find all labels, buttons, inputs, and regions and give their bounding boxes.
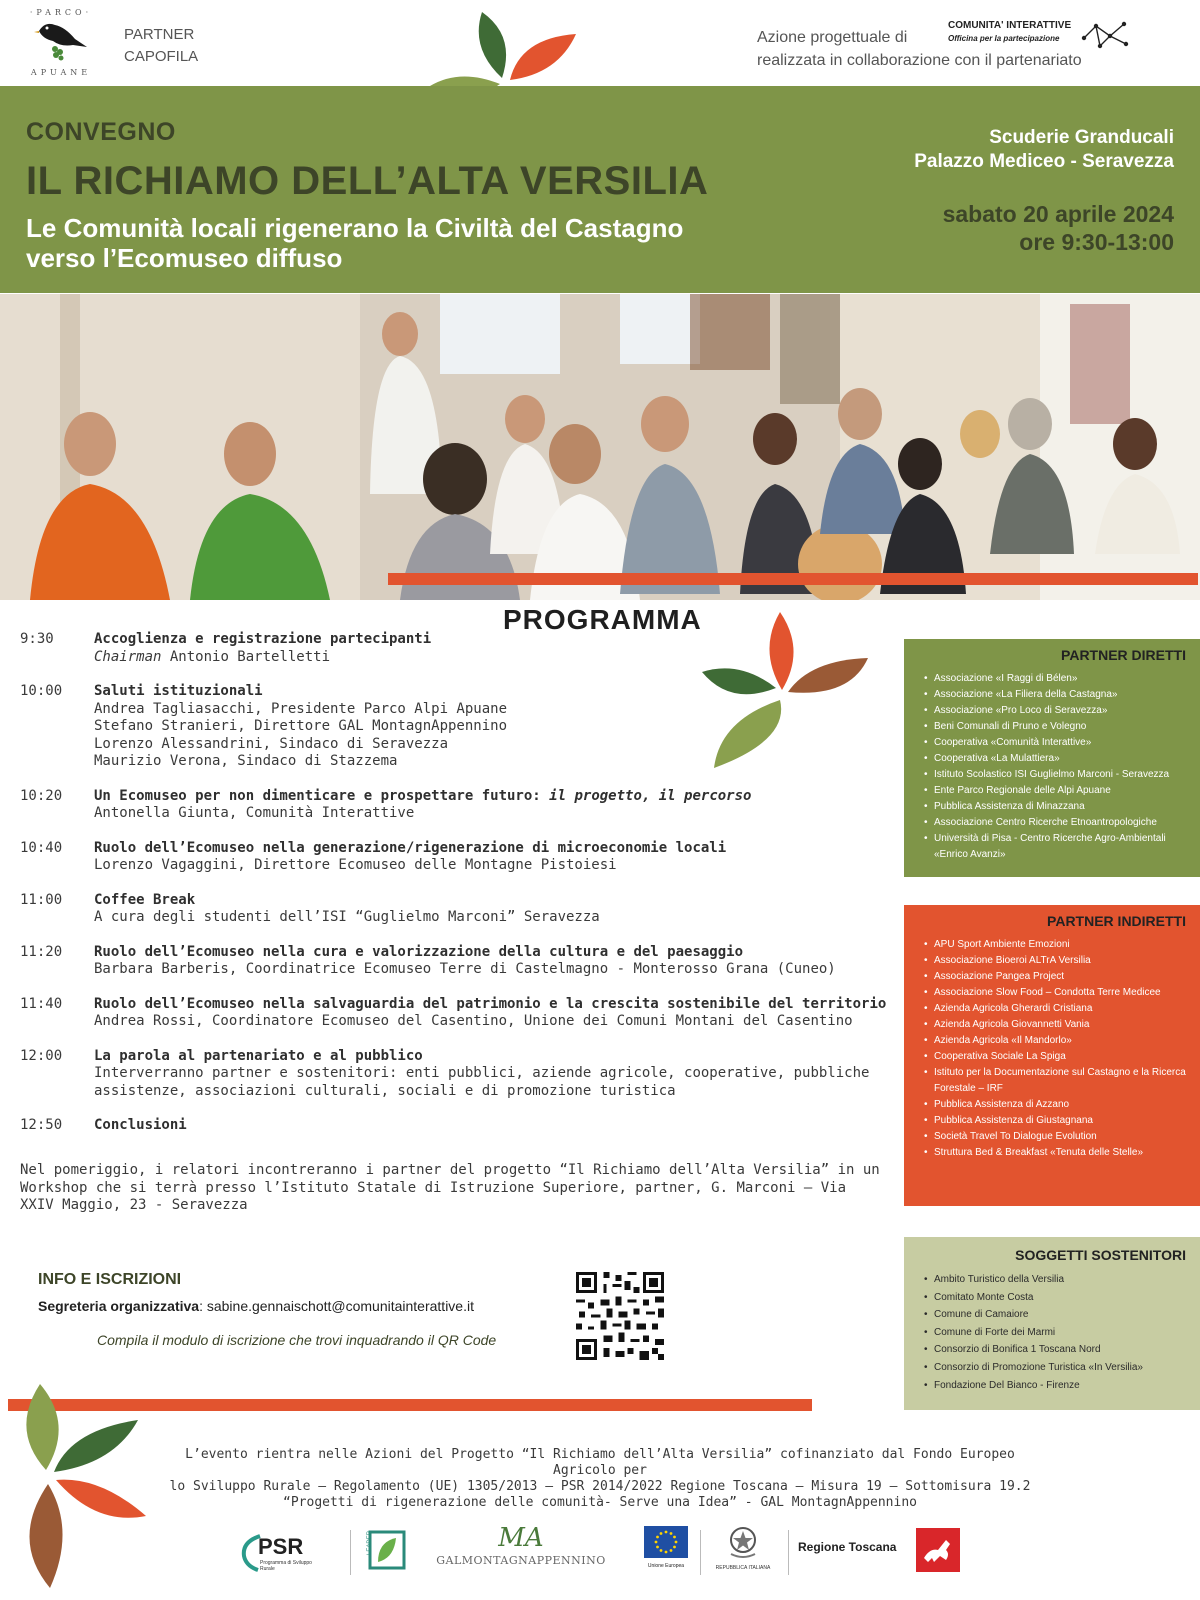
list-item: • Fondazione Del Bianco - Firenze — [924, 1377, 1192, 1395]
gal-mark-text: MA — [498, 1523, 544, 1553]
program-speaker: Lorenzo Vagaggini, Direttore Ecomuseo delle Montagne Pistoiesi — [94, 857, 617, 873]
list-item: • Istituto Scolastico ISI Guglielmo Marconi - Seravezza — [924, 767, 1192, 783]
regione-toscana-text: Regione Toscana — [798, 1540, 897, 1554]
program-speaker: Lorenzo Alessandrini, Sindaco di Seravezza — [94, 735, 449, 752]
program-time: 10:20 — [20, 787, 63, 804]
list-item: • APU Sport Ambiente Emozioni — [924, 937, 1192, 953]
partner-diretti-box — [904, 639, 1200, 877]
soggetti-sostenitori-box — [904, 1237, 1200, 1410]
ci-logo-tagline: Officina per la partecipazione — [948, 34, 1060, 43]
program-item — [20, 996, 900, 1031]
funding-line2: lo Sviluppo Rurale – Regolamento (UE) 1305/2013 – PSR 2014/2022 Regione Toscana – Misura 19 – Sottomisura 19.2 — [169, 1479, 1031, 1494]
event-photo — [0, 294, 1200, 600]
list-item: • Comune di Forte dei Marmi — [924, 1324, 1192, 1342]
parco-alpi-apuane-logo — [22, 8, 100, 82]
program-speaker: Maurizio Verona, Sindaco di Stazzema — [94, 753, 398, 769]
list-item: • Società Travel To Dialogue Evolution — [924, 1129, 1192, 1145]
list-item: • Consorzio di Promozione Turistica «In Versilia» — [924, 1359, 1192, 1377]
program-time: 12:50 — [20, 1117, 63, 1133]
list-item: • Associazione Slow Food – Condotta Terre Medicee — [924, 985, 1192, 1001]
list-item: • Cooperativa Sociale La Spiga — [924, 1049, 1192, 1065]
audience-photo-illustration — [0, 294, 1200, 600]
program-time: 12:00 — [20, 1047, 63, 1064]
regione-toscana-pegasus-icon — [916, 1528, 960, 1572]
program-title: Ruolo dell’Ecomuseo nella salvaguardia del patrimonio e la crescita sostenibile del territorio — [94, 995, 887, 1012]
italian-emblem-icon — [727, 1524, 759, 1560]
event-time: ore 9:30-13:00 — [1019, 229, 1174, 255]
partner-diretti-list — [904, 671, 1200, 863]
program-item — [20, 944, 900, 979]
program-title: Saluti istituzionali — [94, 683, 263, 699]
list-item: • Azienda Agricola Giovannetti Vania — [924, 1017, 1192, 1033]
gal-logo-text: GALMONTAGNAPPENNINO — [436, 1554, 606, 1567]
program-time: 9:30 — [20, 631, 54, 647]
psr-logo-subtext: Programma di Sviluppo Rurale — [260, 1560, 312, 1572]
info-heading: INFO E ISCRIZIONI — [38, 1271, 182, 1288]
program-title-italic: il progetto, il percorso — [549, 787, 752, 804]
program-time: 10:00 — [20, 683, 63, 699]
program-speaker: Andrea Tagliasacchi, Presidente Parco Alpi Apuane — [94, 700, 508, 717]
list-item: • Associazione Bioeroi ALTrA Versilia — [924, 953, 1192, 969]
list-item: • Università di Pisa - Centro Ricerche Agro-Ambientali «Enrico Avanzi» — [924, 831, 1192, 863]
partner-indiretti-list — [904, 937, 1200, 1161]
event-title: IL RICHIAMO DELL’ALTA VERSILIA — [26, 159, 709, 203]
event-date: sabato 20 aprile 2024 — [942, 201, 1174, 227]
partner-capofila-line1: PARTNER — [124, 26, 195, 43]
parco-logo-top-text: ·PARCO· — [29, 8, 93, 17]
venue-line2: Palazzo Mediceo - Seravezza — [914, 151, 1174, 172]
program-time: 11:00 — [20, 891, 63, 908]
list-item: • Pubblica Assistenza di Azzano — [924, 1097, 1192, 1113]
subtitle-line1: Le Comunità locali rigenerano la Civiltà del Castagno — [26, 213, 684, 243]
repubblica-logo-text: REPUBBLICA ITALIANA — [715, 1565, 771, 1571]
list-item: • Ambito Turistico della Versilia — [924, 1271, 1192, 1289]
list-item: • Azienda Agricola Gherardi Cristiana — [924, 1001, 1192, 1017]
program-speaker: A cura degli studenti dell’ISI “Guglielmo Marconi” Seravezza — [94, 909, 600, 925]
network-icon — [1080, 18, 1130, 50]
program-speaker: Antonio Bartelletti — [169, 648, 331, 665]
afternoon-workshop-note: Nel pomeriggio, i relatori incontreranno i partner del progetto “Il Richiamo dell’Alta Versilia” in un Workshop che si terrà presso l’Istituto Statale di Istruzione Superiore, partner, G. Marconi – Via XXIV Maggio, 23 - Seravezza — [20, 1162, 880, 1213]
program-item — [20, 892, 900, 927]
list-item: • Comune di Camaiore — [924, 1306, 1192, 1324]
sponsor-logos-row — [230, 1520, 970, 1590]
program-item — [20, 840, 900, 875]
program-time: 11:40 — [20, 995, 63, 1012]
program-time: 10:40 — [20, 839, 63, 856]
program-title: Accoglienza e registrazione partecipanti — [94, 631, 432, 647]
list-item: • Associazione «I Raggi di Bélen» — [924, 671, 1192, 687]
program-item — [20, 683, 900, 771]
program-speaker: Interverranno partner e sostenitori: enti pubblici, aziende agricole, cooperative, pubbliche — [94, 1065, 870, 1081]
list-item: • Associazione «La Filiera della Castagna» — [924, 687, 1192, 703]
parco-logo-bottom-text: APUANE — [30, 68, 92, 77]
list-item: • Cooperativa «Comunità Interattive» — [924, 735, 1192, 751]
program-time: 11:20 — [20, 943, 63, 960]
program-speaker: Barbara Barberis, Coordinatrice Ecomuseo Terre di Castelmagno - Monterosso Grana (Cuneo) — [94, 961, 836, 977]
program-title: La parola al partenariato e al pubblico — [94, 1047, 423, 1064]
convegno-label: CONVEGNO — [26, 118, 176, 146]
list-item: • Consorzio di Bonifica 1 Toscana Nord — [924, 1341, 1192, 1359]
program-item — [20, 1117, 900, 1135]
program-item — [20, 631, 900, 666]
list-item: • Pubblica Assistenza di Minazzana — [924, 799, 1192, 815]
list-item: • Ente Parco Regionale delle Alpi Apuane — [924, 783, 1192, 799]
partner-capofila-label — [124, 24, 198, 68]
bird-icon — [31, 17, 91, 63]
event-datetime — [943, 200, 1174, 256]
list-item: • Associazione «Pro Loco di Seravezza» — [924, 703, 1192, 719]
partner-capofila-line2: CAPOFILA — [124, 48, 199, 65]
program-title: Un Ecomuseo per non dimenticare e prospettare futuro: — [94, 787, 541, 804]
list-item: • Comitato Monte Costa — [924, 1289, 1192, 1307]
list-item: • Pubblica Assistenza di Giustagnana — [924, 1113, 1192, 1129]
funding-line1: L’evento rientra nelle Azioni del Progetto “Il Richiamo dell’Alta Versilia” cofinanziato dal Fondo Europeo Agricolo per — [185, 1447, 1015, 1478]
list-item: • Struttura Bed & Breakfast «Tenuta delle Stelle» — [924, 1145, 1192, 1161]
list-item: • Associazione Centro Ricerche Etnoantropologiche — [924, 815, 1192, 831]
qr-instructions: Compila il modulo di iscrizione che trovi inquadrando il QR Code — [97, 1332, 497, 1348]
segreteria-contact: Segreteria organizzativa: sabine.gennaischott@comunitainterattive.it — [38, 1298, 474, 1314]
azione-line2: realizzata in collaborazione con il partenariato — [757, 52, 1082, 69]
list-item: • Azienda Agricola «Il Mandorlo» — [924, 1033, 1192, 1049]
segreteria-label: Segreteria organizzativa — [38, 1298, 200, 1314]
funding-line3: “Progetti di rigenerazione delle comunità- Serve una Idea” - GAL MontagnAppennino — [283, 1495, 917, 1510]
qr-code-icon[interactable] — [576, 1272, 664, 1360]
leader-logo-text: LEADER — [367, 1530, 374, 1556]
subtitle-line2: verso l’Ecomuseo diffuso — [26, 243, 343, 273]
program-speaker: assistenze, associazioni culturali, sociali e di promozione turistica — [94, 1082, 676, 1099]
program-list — [20, 631, 900, 1152]
partner-indiretti-heading: PARTNER INDIRETTI — [1047, 913, 1186, 929]
psr-logo-text: PSR — [258, 1534, 304, 1559]
program-title: Ruolo dell’Ecomuseo nella cura e valorizzazione della cultura e del paesaggio — [94, 943, 744, 960]
comunita-interattive-logo — [948, 18, 1148, 58]
soggetti-sostenitori-heading: SOGGETTI SOSTENITORI — [1015, 1247, 1186, 1263]
program-speaker: Andrea Rossi, Coordinatore Ecomuseo del Casentino, Unione dei Comuni Montani del Casentino — [94, 1013, 853, 1029]
program-title: Conclusioni — [94, 1117, 187, 1133]
program-title: Ruolo dell’Ecomuseo nella generazione/rigenerazione di microeconomie locali — [94, 839, 727, 856]
leaves-decoration-icon — [10, 1380, 150, 1590]
logo-divider — [788, 1530, 789, 1575]
partner-diretti-heading: PARTNER DIRETTI — [1061, 647, 1186, 663]
logo-divider — [700, 1530, 701, 1575]
program-item — [20, 1048, 900, 1101]
list-item: • Istituto per la Documentazione sul Castagno e la Ricerca Forestale – IRF — [924, 1065, 1192, 1097]
logo-divider — [350, 1530, 351, 1575]
list-item: • Associazione Pangea Project — [924, 969, 1192, 985]
partner-indiretti-box — [904, 905, 1200, 1206]
event-venue — [914, 126, 1174, 174]
list-item: • Cooperativa «La Mulattiera» — [924, 751, 1192, 767]
program-speaker: Antonella Giunta, Comunità Interattive — [94, 805, 415, 821]
program-speaker: Stefano Stranieri, Direttore GAL MontagnAppennino — [94, 718, 508, 734]
funding-statement — [150, 1447, 1050, 1511]
venue-line1: Scuderie Granducali — [989, 127, 1174, 148]
event-subtitle — [26, 213, 846, 273]
program-item — [20, 788, 900, 823]
repubblica-italiana-logo — [708, 1524, 778, 1580]
eu-logo — [642, 1526, 690, 1580]
soggetti-sostenitori-list — [904, 1271, 1200, 1394]
contact-email-link[interactable]: sabine.gennaischott@comunitainterattive.it — [206, 1298, 474, 1314]
programma-heading: PROGRAMMA — [503, 604, 702, 635]
azione-line1: Azione progettuale di — [757, 29, 908, 46]
eu-logo-text: Unione Europea — [647, 1563, 685, 1569]
photo-accent-bar — [388, 573, 1198, 585]
chairman-label: Chairman — [94, 648, 162, 665]
gal-montagnappennino-logo — [436, 1522, 606, 1580]
program-title: Coffee Break — [94, 891, 196, 908]
ci-logo-name: COMUNITA' INTERATTIVE — [948, 20, 1072, 31]
list-item: • Beni Comunali di Pruno e Volegno — [924, 719, 1192, 735]
leader-logo — [364, 1528, 406, 1572]
eu-flag-icon — [644, 1526, 688, 1558]
